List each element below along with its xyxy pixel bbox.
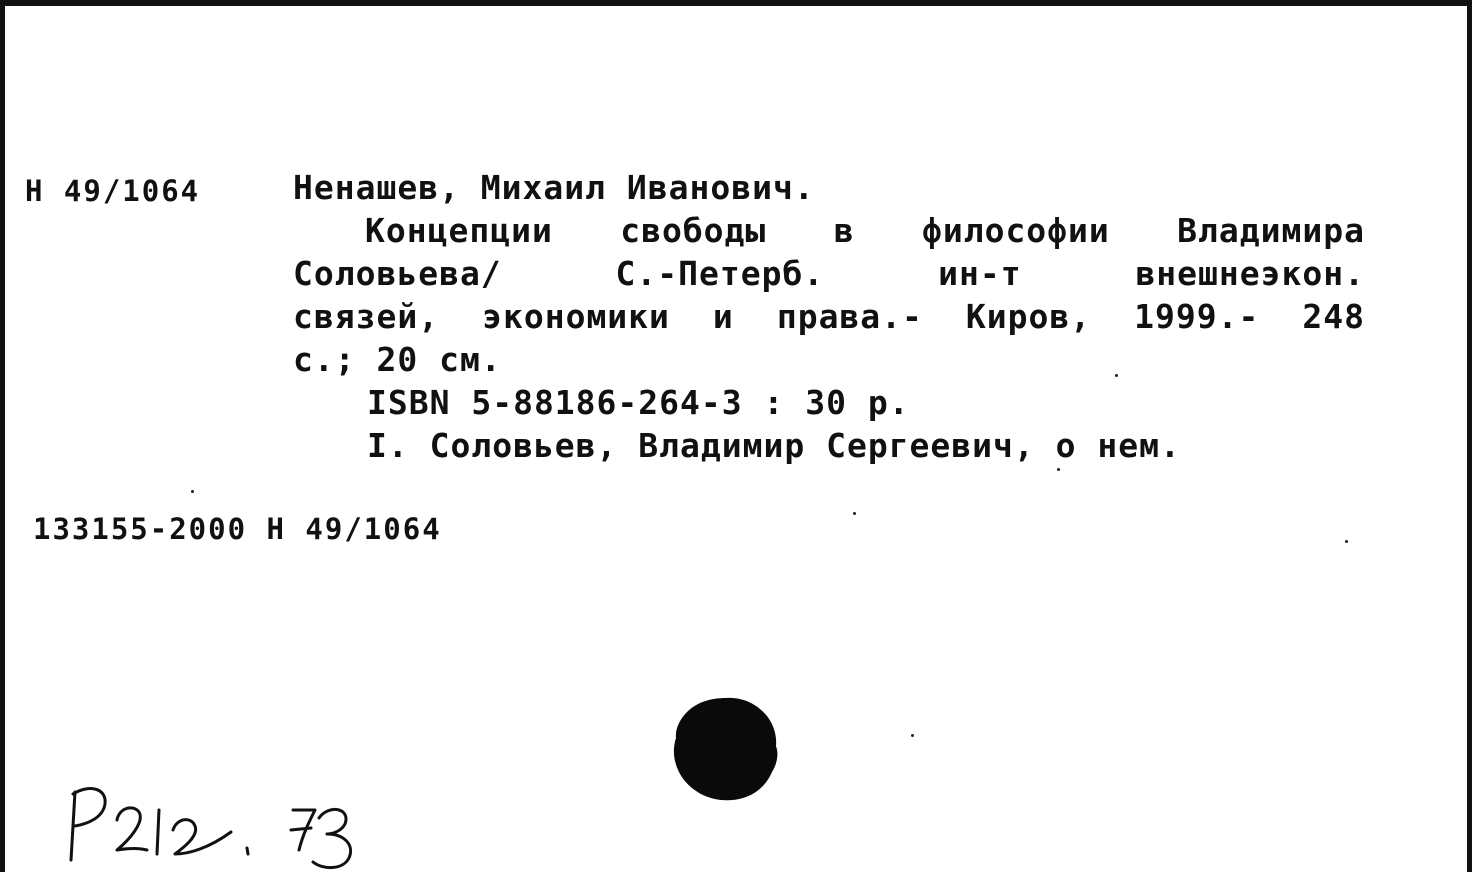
accession-number: 133155-2000 Н 49/1064: [33, 512, 442, 546]
paper-speck: [1115, 374, 1118, 377]
author-heading: Ненашев, Михаил Иванович.: [293, 168, 815, 207]
handwritten-note-text: [5, 6, 6, 7]
paper-speck: [853, 512, 856, 515]
paper-speck: [191, 490, 194, 493]
shelfmark: Н 49/1064: [25, 174, 201, 208]
punch-hole-icon: [673, 696, 779, 802]
paper-speck: [1345, 540, 1348, 543]
isbn-line: ISBN 5-88186-264-3 : 30 р.: [367, 383, 910, 422]
title-line-4: с.; 20 см.: [293, 340, 502, 379]
title-line-2: Соловьева/ С.-Петерб. ин-т внешнеэкон.: [293, 254, 1365, 293]
paper-speck: [911, 734, 914, 737]
paper-speck: [1057, 468, 1060, 471]
subject-line: I. Соловьев, Владимир Сергеевич, о нем.: [367, 426, 1181, 465]
title-line-1: Концепции свободы в философии Владимира: [365, 211, 1365, 250]
handwritten-call-number: [59, 774, 379, 874]
title-line-3: связей, экономики и права.- Киров, 1999.- 248: [293, 297, 1365, 336]
